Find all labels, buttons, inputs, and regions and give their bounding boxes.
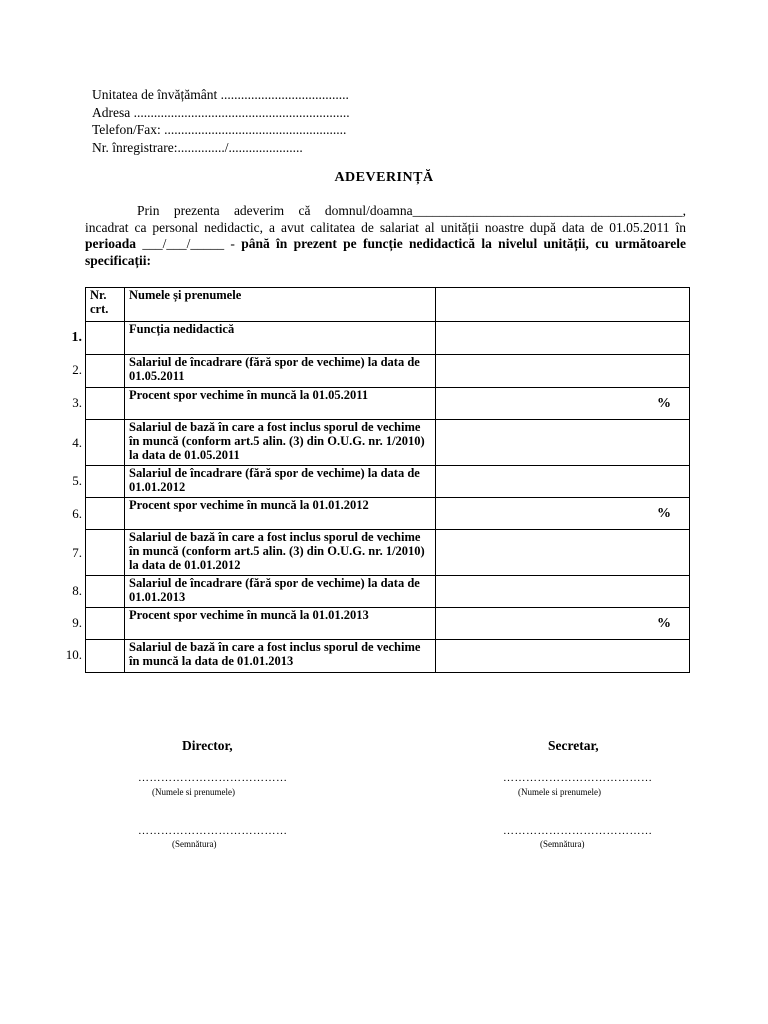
table-row	[86, 640, 690, 673]
row-value: %	[436, 498, 690, 530]
table-row	[86, 530, 690, 576]
institution-header	[92, 86, 350, 156]
secretary-name-hint: (Numele si prenumele)	[518, 787, 601, 797]
table-row	[86, 388, 690, 420]
row-value	[436, 466, 690, 498]
row-number: 9.	[72, 615, 82, 630]
row-label: Procent spor vechime în muncă la 01.01.2012	[125, 498, 436, 530]
table-row	[86, 466, 690, 498]
director-name-hint: (Numele si prenumele)	[152, 787, 235, 797]
director-title: Director,	[182, 738, 233, 753]
row-label: Salariul de încadrare (fără spor de vechime) la data de 01.01.2013	[125, 576, 436, 608]
document-title: ADEVERINȚĂ	[334, 170, 434, 185]
row-value	[436, 530, 690, 576]
period-blank: ___/___/_____ -	[136, 236, 242, 251]
secretary-title: Secretar,	[548, 738, 599, 753]
row-number: 3.	[72, 395, 82, 410]
row-label: Funcția nedidactică	[125, 322, 436, 355]
paragraph-part2: până în prezent pe funcție nedidactică la nivelul unității, cu următoarele specificații:	[85, 236, 686, 268]
row-value	[436, 640, 690, 673]
secretary-name-line: …………………………………	[503, 772, 653, 784]
row-value: %	[436, 608, 690, 640]
director-signature-hint: (Semnătura)	[172, 839, 217, 849]
director-signature-line: …………………………………	[138, 825, 288, 837]
specifications-table	[85, 287, 690, 673]
institution-phone: Telefon/Fax: ......................................................	[92, 122, 347, 137]
row-number: 6.	[72, 506, 82, 521]
table-row	[86, 576, 690, 608]
header-name-value	[436, 288, 690, 322]
table-row	[86, 355, 690, 388]
institution-unit: Unitatea de învățământ ......................................	[92, 87, 349, 102]
header-name: Numele și prenumele	[125, 288, 436, 322]
period-label: perioada	[85, 236, 137, 251]
table-header-row	[86, 288, 690, 322]
table-row	[86, 322, 690, 355]
secretary-signature-hint: (Semnătura)	[540, 839, 585, 849]
row-number: 10.	[65, 647, 82, 662]
row-value	[436, 576, 690, 608]
institution-address: Adresa ................................................................	[92, 104, 350, 120]
row-number: 1.	[71, 330, 82, 345]
table-row	[86, 420, 690, 466]
row-number: 4.	[72, 435, 82, 450]
row-value: %	[436, 388, 690, 420]
row-label: Salariul de bază în care a fost inclus sporul de vechime în muncă (conform art.5 alin. (3) din O.U.G. nr. 1/2010) la data de 01.01.2012	[125, 530, 436, 576]
row-label: Procent spor vechime în muncă la 01.05.2011	[125, 388, 436, 420]
row-label: Salariul de bază în care a fost inclus sporul de vechime în muncă (conform art.5 alin. (3) din O.U.G. nr. 1/2010) la data de 01.05.2011	[125, 420, 436, 466]
row-label: Procent spor vechime în muncă la 01.01.2013	[125, 608, 436, 640]
certificate-paragraph	[85, 203, 686, 269]
director-name-line: …………………………………	[138, 772, 288, 784]
header-nr-crt: Nr. crt.	[86, 288, 125, 322]
row-label: Salariul de bază în care a fost inclus sporul de vechime în muncă la data de 01.01.2013	[125, 640, 436, 673]
row-number: 2.	[72, 362, 82, 377]
table-row	[86, 498, 690, 530]
row-number: 5.	[72, 473, 82, 488]
row-label: Salariul de încadrare (fără spor de vechime) la data de 01.01.2012	[125, 466, 436, 498]
row-number: 7.	[72, 545, 82, 560]
row-label: Salariul de încadrare (fără spor de vechime) la data de 01.05.2011	[125, 355, 436, 388]
paragraph-part1: Prin prezenta adeverim că domnul/doamna________________________________________, incadrat ca personal nedidactic, a avut calitatea de salariat al unității noastre după data de 01.05.2011 în	[85, 203, 686, 235]
row-number: 8.	[72, 583, 82, 598]
secretary-signature-line: …………………………………	[503, 825, 653, 837]
registration-number: Nr. înregistrare:............../......................	[92, 139, 303, 155]
row-value	[436, 420, 690, 466]
table-row	[86, 608, 690, 640]
row-value	[436, 322, 690, 355]
row-value	[436, 355, 690, 388]
